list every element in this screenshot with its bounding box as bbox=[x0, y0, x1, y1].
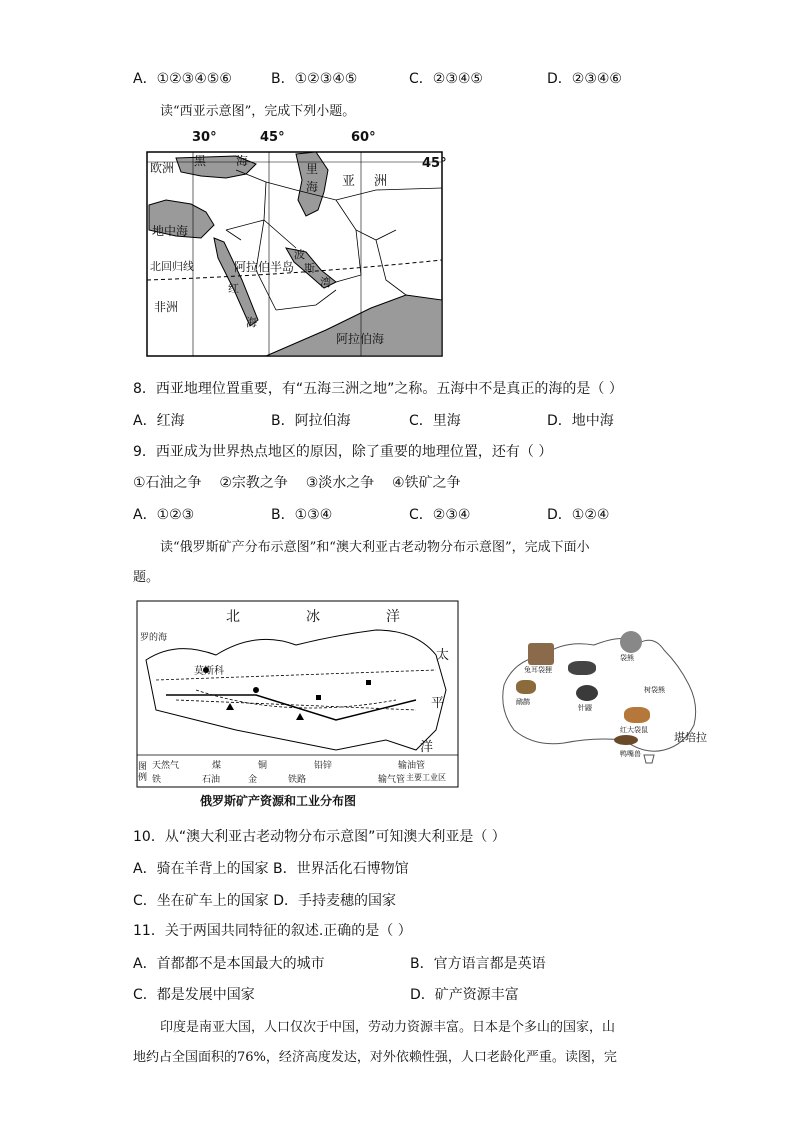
tropic-label: 北回归线 bbox=[150, 260, 194, 273]
intro-west-asia: 读“西亚示意图”，完成下列小题。 bbox=[160, 104, 356, 119]
koala-label: 树袋熊 bbox=[644, 686, 665, 694]
legend-copper: 铜 bbox=[258, 761, 268, 771]
q11-option-a: A．首都都不是本国最大的城市 bbox=[133, 956, 325, 972]
legend-industrial-area: 主要工业区 bbox=[406, 773, 446, 782]
q8-stem: 8．西亚地理位置重要，有“五海三洲之地”之称。五海中不是真正的海的是（ ） bbox=[133, 381, 623, 397]
asia-label-2: 洲 bbox=[374, 174, 388, 189]
moscow-label: 莫斯科 bbox=[194, 666, 224, 677]
legend-gas-pipe: 输气管 bbox=[378, 775, 406, 785]
legend-coal: 煤 bbox=[212, 761, 222, 771]
pacific-label-3: 洋 bbox=[420, 740, 434, 755]
west-asia-map-graphic bbox=[146, 130, 446, 358]
intro-russia-australia-line1: 读“俄罗斯矿产分布示意图”和“澳大利亚古老动物分布示意图”，完成下面小 bbox=[160, 540, 590, 555]
intro-russia-australia-line2: 题。 bbox=[133, 570, 160, 585]
q10-options-ab: A．骑在羊背上的国家 B．世界活化石博物馆 bbox=[133, 861, 409, 877]
canberra-label: 堪培拉 bbox=[674, 731, 707, 744]
australia-map bbox=[494, 625, 724, 775]
arctic-ocean-label-3: 洋 bbox=[386, 609, 400, 625]
mediterranean-label: 地中海 bbox=[152, 224, 189, 238]
meridian-45-label: 45° bbox=[260, 130, 285, 145]
platypus-icon bbox=[614, 735, 638, 745]
q9-items: ①石油之争 ②宗教之争 ③淡水之争 ④铁矿之争 bbox=[133, 475, 461, 491]
platypus-label: 鸭嘴兽 bbox=[620, 750, 641, 758]
wombat-icon bbox=[568, 661, 596, 675]
caspian-label-1: 里 bbox=[306, 162, 319, 176]
red-sea-label-2: 海 bbox=[246, 316, 257, 329]
echidna-label: 针鼹 bbox=[578, 704, 592, 712]
arabian-sea-label: 阿拉伯海 bbox=[336, 332, 385, 346]
emu-icon bbox=[516, 680, 536, 694]
q8-option-a: A．红海 bbox=[133, 413, 185, 429]
koala-icon bbox=[620, 631, 642, 653]
q11-option-b: B．官方语言都是英语 bbox=[410, 956, 546, 972]
russia-map-caption: 俄罗斯矿产资源和工业分布图 bbox=[200, 794, 357, 808]
q8-option-b: B．阿拉伯海 bbox=[271, 413, 351, 429]
europe-label: 欧洲 bbox=[150, 161, 175, 175]
emu-label: 鸸鹋 bbox=[516, 698, 530, 706]
arabian-peninsula-label: 阿拉伯半岛 bbox=[234, 260, 295, 274]
asia-label-1: 亚 bbox=[342, 174, 356, 189]
bilby-label: 兔耳袋狸 bbox=[524, 666, 552, 674]
arctic-ocean-label-2: 冰 bbox=[306, 609, 320, 625]
pacific-label-1: 太 bbox=[436, 648, 450, 663]
q9-option-a: A．①②③ bbox=[133, 507, 195, 523]
black-sea-label-1: 黑 bbox=[194, 154, 207, 168]
caspian-label-2: 海 bbox=[306, 180, 319, 194]
meridian-30-label: 30° bbox=[192, 130, 217, 145]
parallel-45-label: 45° bbox=[422, 156, 447, 171]
wombat-label: 袋熊 bbox=[620, 654, 634, 662]
echidna-icon bbox=[576, 685, 598, 701]
q7-option-d: D．②③④⑥ bbox=[547, 71, 622, 87]
q8-option-d: D．地中海 bbox=[547, 413, 614, 429]
q11-option-c: C．都是发展中国家 bbox=[133, 987, 255, 1003]
kangaroo-icon bbox=[624, 707, 650, 723]
bilby-icon bbox=[528, 643, 554, 665]
q8-option-c: C．里海 bbox=[409, 413, 461, 429]
q10-stem: 10．从“澳大利亚古老动物分布示意图”可知澳大利亚是（ ） bbox=[133, 829, 506, 845]
q10-options-cd: C．坐在矿车上的国家 D．手持麦穗的国家 bbox=[133, 893, 397, 909]
legend-gas: 天然气 bbox=[152, 761, 180, 771]
q9-option-c: C．②③④ bbox=[409, 507, 471, 523]
meridian-60-label: 60° bbox=[351, 130, 376, 145]
persian-gulf-label-1: 波 bbox=[294, 248, 305, 261]
arctic-ocean-label-1: 北 bbox=[226, 609, 240, 625]
legend-iron: 铁 bbox=[152, 775, 162, 785]
legend-title: 图例 bbox=[138, 762, 148, 783]
intro-india-japan-line1: 印度是南亚大国，人口仅次于中国，劳动力资源丰富。日本是个多山的国家，山 bbox=[160, 1020, 616, 1035]
q9-option-b: B．①③④ bbox=[271, 507, 333, 523]
q9-option-d: D．①②④ bbox=[547, 507, 610, 523]
q11-stem: 11．关于两国共同特征的叙述.正确的是（ ） bbox=[133, 923, 412, 939]
red-kangaroo-label: 红大袋鼠 bbox=[620, 726, 648, 734]
q9-stem: 9．西亚成为世界热点地区的原因，除了重要的地理位置，还有（ ） bbox=[133, 444, 553, 460]
legend-gold: 金 bbox=[248, 775, 258, 785]
q7-option-c: C．②③④⑤ bbox=[409, 71, 483, 87]
q7-option-a: A．①②③④⑤⑥ bbox=[133, 71, 232, 87]
legend-railway: 铁路 bbox=[288, 775, 307, 785]
legend-oil: 石油 bbox=[202, 775, 221, 785]
q11-option-d: D．矿产资源丰富 bbox=[410, 987, 519, 1003]
baltic-label: 罗的海 bbox=[140, 633, 168, 643]
africa-label: 非洲 bbox=[154, 300, 179, 314]
intro-india-japan-line2: 地约占全国面积的76%，经济高度发达，对外依赖性强，人口老龄化严重。读图，完 bbox=[133, 1050, 617, 1065]
persian-gulf-label-3: 湾 bbox=[320, 276, 331, 289]
pacific-label-2: 平 bbox=[431, 696, 445, 711]
red-sea-label-1: 红 bbox=[228, 282, 239, 295]
black-sea-label-2: 海 bbox=[236, 154, 249, 168]
q7-option-b: B．①②③④⑤ bbox=[271, 71, 358, 87]
west-asia-map bbox=[146, 130, 446, 358]
russia-map bbox=[136, 600, 460, 810]
legend-lead-zinc: 铅锌 bbox=[314, 761, 333, 771]
legend-oil-pipe: 输油管 bbox=[398, 761, 426, 771]
persian-gulf-label-2: 斯 bbox=[304, 262, 315, 275]
